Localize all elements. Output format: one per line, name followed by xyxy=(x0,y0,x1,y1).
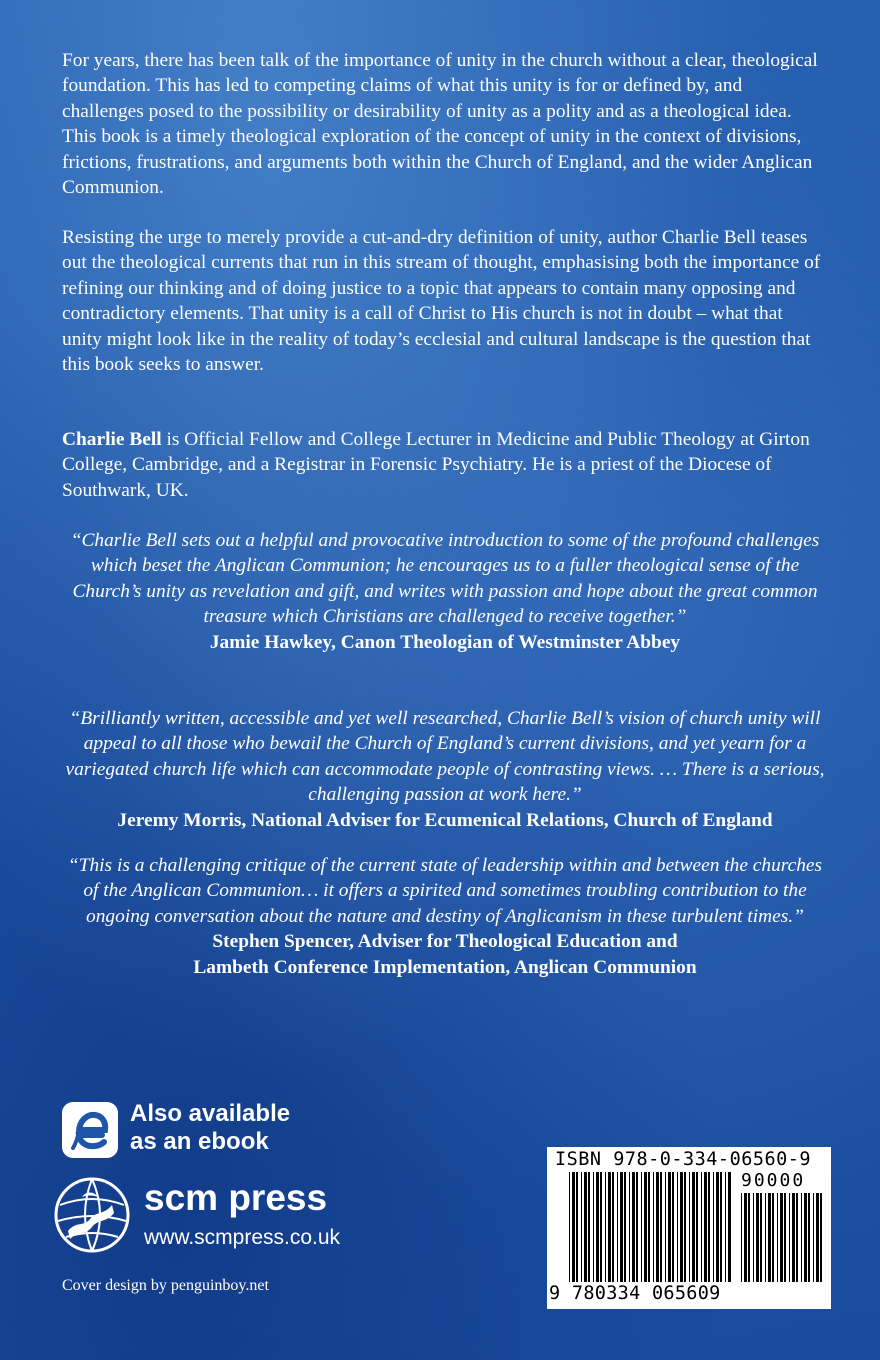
barcode-bar xyxy=(813,1193,814,1282)
barcode-bar xyxy=(644,1172,647,1282)
ebook-notice xyxy=(62,1100,362,1160)
barcode-bar xyxy=(792,1193,795,1282)
barcode-bar xyxy=(588,1172,590,1282)
publisher-name: scm press xyxy=(144,1177,328,1218)
barcode-bar xyxy=(820,1193,822,1282)
publisher-block xyxy=(52,1172,412,1262)
globe-logo-icon xyxy=(52,1175,132,1255)
barcode-bar xyxy=(636,1172,638,1282)
barcode-bar xyxy=(684,1172,686,1282)
barcode-bar xyxy=(689,1172,690,1282)
isbn-barcode xyxy=(547,1147,831,1309)
barcode-bar xyxy=(808,1193,810,1282)
barcode-bar xyxy=(672,1172,674,1282)
barcode-bar xyxy=(576,1172,578,1282)
endorsement-1 xyxy=(62,528,828,655)
barcode-bar xyxy=(789,1193,790,1282)
barcode-bar xyxy=(716,1172,719,1282)
ean-digits: 9 780334 065609 xyxy=(549,1283,721,1304)
barcode-bar xyxy=(632,1172,635,1282)
endorsement-quote: “Brilliantly written, accessible and yet well researched, Charlie Bell’s vision of church unity will appeal to all those who bewail the Church of England’s current divisions, and yet yearn for a variegated church life which can accommodate people of contrasting views. … There is a serious, challenging passion at work here.” xyxy=(65,708,825,806)
barcode-bar xyxy=(816,1193,819,1282)
barcode-bar xyxy=(581,1172,582,1282)
isbn-label: ISBN 978-0-334-06560-9 xyxy=(555,1149,812,1170)
barcode-bar xyxy=(704,1172,707,1282)
barcode-bar xyxy=(720,1172,722,1282)
barcode-bar xyxy=(801,1193,802,1282)
barcode-bar xyxy=(665,1172,666,1282)
barcode-bar xyxy=(641,1172,642,1282)
barcode-bar xyxy=(756,1193,759,1282)
barcode-bar xyxy=(777,1193,778,1282)
barcode-bar xyxy=(696,1172,698,1282)
barcode-bar xyxy=(784,1193,786,1282)
barcode-bar xyxy=(608,1172,611,1282)
barcode-addon-bars xyxy=(741,1193,825,1282)
barcode-bar xyxy=(600,1172,602,1282)
e-icon xyxy=(62,1102,118,1158)
barcode-bar xyxy=(648,1172,650,1282)
endorsement-quote: “Charlie Bell sets out a helpful and provocative introduction to some of the profound challenges which beset the Anglican Communion; he encourages us to a fuller theological sense of the Church’s unity as revelation and gift, and writes with passion and hope about the great common treasure which Christians are challenged to receive together.” xyxy=(70,530,820,628)
ebook-text xyxy=(130,1100,290,1156)
barcode-bar xyxy=(744,1193,747,1282)
blurb-paragraph-2: Resisting the urge to merely provide a cut-and-dry definition of unity, author Charlie Bell teases out the theological currents that run in this stream of thought, emphasising both the importance of refining our thinking and of doing justice to a topic that appears to contain many opposing and contradictory elements. That unity is a call of Christ to His church is not in doubt – what that unity might look like in the reality of today’s ecclesial and cultural landscape is the question that this book seeks to answer. xyxy=(62,227,821,376)
endorsement-quote: “This is a challenging critique of the current state of leadership within and between the churches of the Anglican Communion… it offers a spirited and sometimes troubling contribution to the ongoing conversation about the nature and destiny of Anglicanism in these turbulent times.” xyxy=(67,855,823,927)
barcode-bar xyxy=(605,1172,606,1282)
barcode-bar xyxy=(701,1172,702,1282)
barcode-bar xyxy=(629,1172,630,1282)
price-code: 90000 xyxy=(741,1170,806,1191)
barcode-bar xyxy=(593,1172,594,1282)
publisher-url[interactable]: www.scmpress.co.uk xyxy=(144,1226,341,1249)
ebook-line-1: Also available xyxy=(130,1100,291,1127)
barcode-bar xyxy=(656,1172,659,1282)
blurb-paragraph-1: For years, there has been talk of the importance of unity in the church without a clear, theological foundation. This has led to competing claims of what this unity is for or defined by, and challenges posed to the possibility or desirability of unity as a polity and as a theological idea. This book is a timely theological exploration of the concept of unity in the context of divisions, frictions, frustrations, and arguments both within the Church of England, and the wider Anglican Communion. xyxy=(62,50,818,199)
author-bio xyxy=(62,427,827,503)
endorsement-attribution-line-2: Lambeth Conference Implementation, Anglican Communion xyxy=(193,956,697,978)
barcode-bar xyxy=(748,1193,750,1282)
barcode-bar xyxy=(804,1193,807,1282)
endorsement-attribution: Jamie Hawkey, Canon Theologian of Westminster Abbey xyxy=(209,631,681,653)
cover-design-credit: Cover design by penguinboy.net xyxy=(62,1277,269,1294)
barcode-bar xyxy=(708,1172,710,1282)
barcode-bar xyxy=(612,1172,614,1282)
ebook-line-2: as an ebook xyxy=(130,1128,269,1155)
endorsement-attribution: Jeremy Morris, National Adviser for Ecumenical Relations, Church of England xyxy=(117,809,773,831)
author-bio-text: is Official Fellow and College Lecturer in Medicine and Public Theology at Girton College, Cambridge, and a Registrar in Forensic Psychiatry. He is a priest of the Diocese of Southwark, UK. xyxy=(62,429,810,501)
barcode-bars xyxy=(569,1172,731,1282)
endorsement-3 xyxy=(62,853,828,980)
barcode-bar xyxy=(796,1193,798,1282)
barcode-bar xyxy=(596,1172,599,1282)
barcode-bar xyxy=(668,1172,671,1282)
endorsement-attribution-line-1: Stephen Spencer, Adviser for Theological Education and xyxy=(212,931,678,953)
barcode-bar xyxy=(620,1172,623,1282)
barcode-bar xyxy=(680,1172,683,1282)
barcode-bar xyxy=(725,1172,726,1282)
barcode-bar xyxy=(692,1172,695,1282)
barcode-bar xyxy=(772,1193,774,1282)
barcode-bar xyxy=(765,1193,766,1282)
barcode-bar xyxy=(780,1193,783,1282)
barcode-bar xyxy=(741,1193,742,1282)
barcode-bar xyxy=(653,1172,654,1282)
barcode-bar xyxy=(753,1193,754,1282)
barcode-bar xyxy=(728,1172,731,1282)
barcode-bar xyxy=(617,1172,618,1282)
barcode-bar xyxy=(768,1193,771,1282)
barcode-bar xyxy=(677,1172,678,1282)
barcode-bar xyxy=(713,1172,714,1282)
barcode-bar xyxy=(584,1172,587,1282)
author-name: Charlie Bell xyxy=(62,429,162,450)
barcode-bar xyxy=(572,1172,575,1282)
barcode-bar xyxy=(660,1172,662,1282)
endorsement-2 xyxy=(62,706,828,833)
barcode-bar xyxy=(624,1172,626,1282)
barcode-bar xyxy=(569,1172,570,1282)
barcode-bar xyxy=(760,1193,762,1282)
